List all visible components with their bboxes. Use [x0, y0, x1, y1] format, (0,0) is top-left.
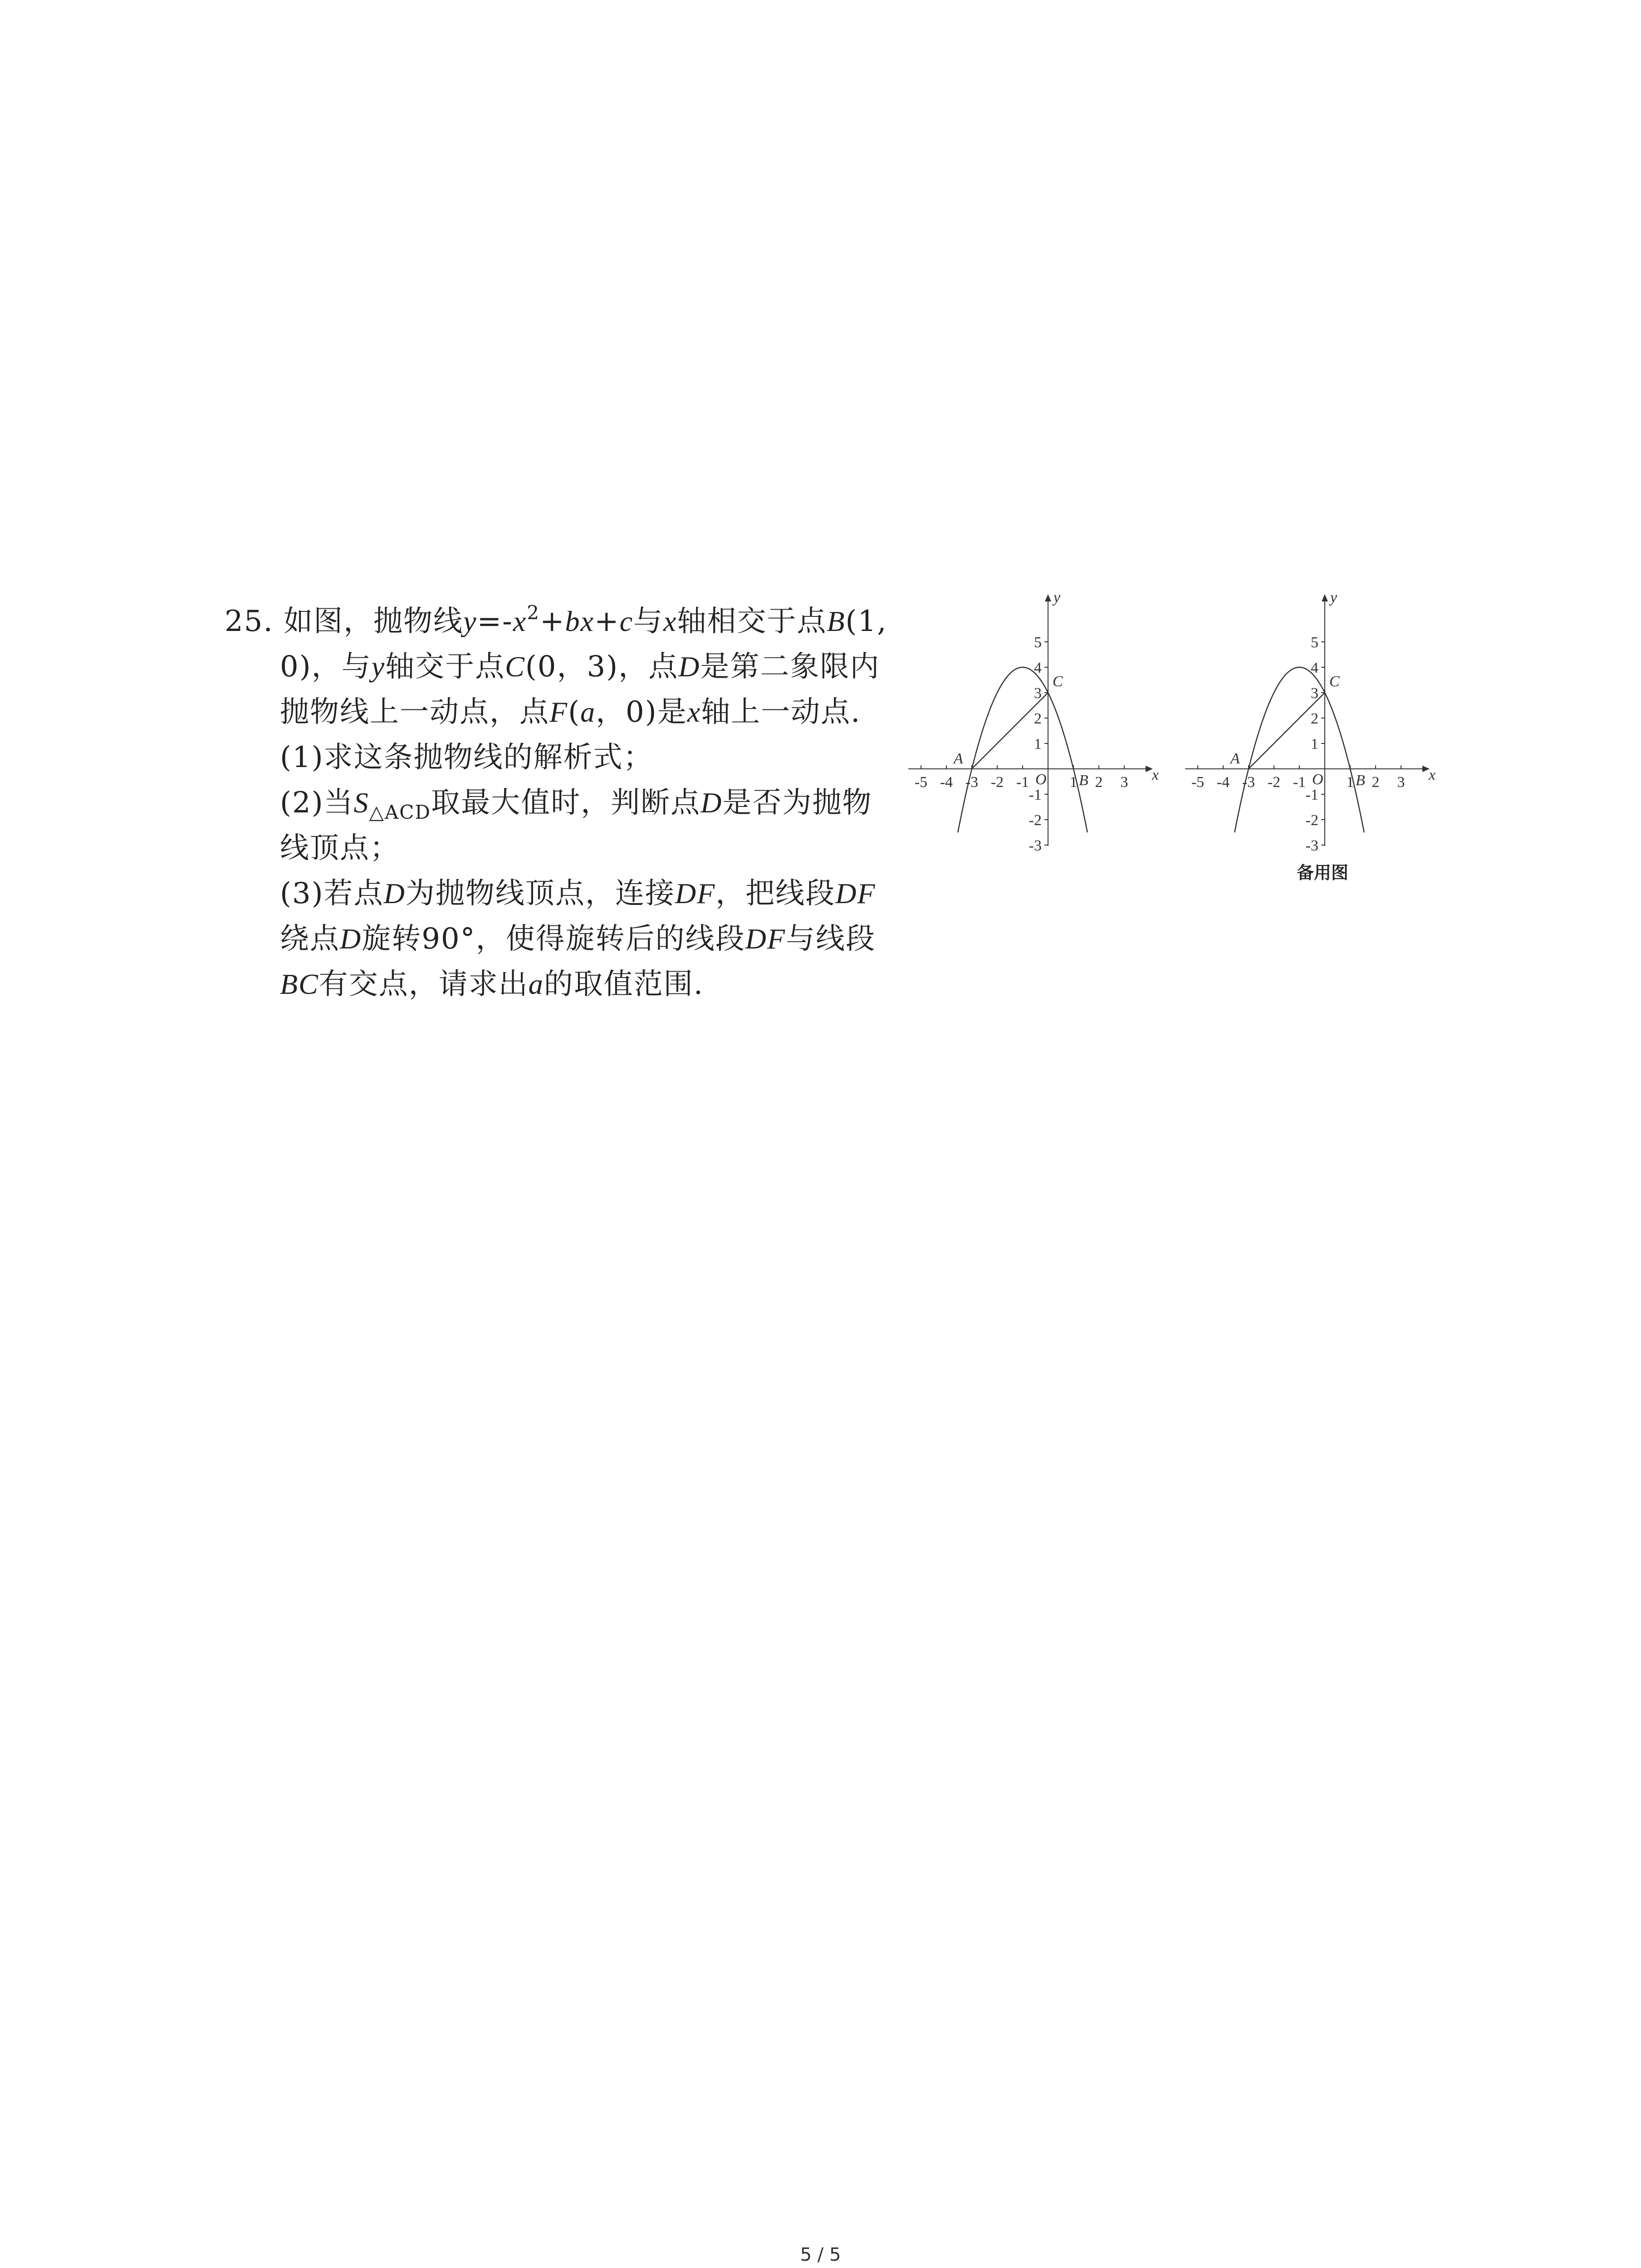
- x-tick-label: 1: [1069, 774, 1078, 791]
- x-tick-label: -1: [1293, 774, 1306, 791]
- problem-text: 轴相交于点: [677, 605, 827, 638]
- y-axis-arrow: [1322, 594, 1328, 601]
- coordinate-plane: [903, 590, 1157, 853]
- problem-text: 有交点，请求出: [318, 968, 529, 1001]
- y-tick-label: 3: [1311, 685, 1318, 702]
- x-axis-label: x: [1429, 767, 1436, 783]
- problem-text: 轴上一动点.: [701, 695, 861, 729]
- segment-ac: [972, 693, 1048, 769]
- math-var: y: [371, 650, 386, 683]
- x-tick-label: -3: [1242, 774, 1255, 791]
- math-var: DF: [745, 923, 786, 955]
- problem-text: 为抛物线顶点，连接: [405, 877, 675, 910]
- y-tick-label: 5: [1311, 634, 1318, 651]
- y-tick-label: -2: [1029, 812, 1042, 829]
- math-var: x: [580, 605, 594, 637]
- point-c-label: C: [1053, 673, 1063, 690]
- question-3: [225, 871, 896, 916]
- x-tick-label: 2: [1095, 774, 1103, 791]
- question-1: (1)求这条抛物线的解析式；: [280, 741, 653, 774]
- y-tick-label: 1: [1311, 736, 1318, 753]
- point-c-label: C: [1329, 673, 1340, 690]
- math-op: =-: [477, 605, 513, 638]
- figure-caption: 备用图: [1297, 863, 1349, 883]
- y-tick-label: 3: [1034, 685, 1042, 702]
- parabola-figure: [903, 590, 1157, 853]
- math-var: DF: [675, 877, 716, 909]
- parabola-curve: [958, 667, 1087, 832]
- problem-line-2: [225, 644, 896, 689]
- problem-text: 是第二象限内: [700, 650, 880, 684]
- y-axis-arrow: [1045, 594, 1051, 601]
- x-tick-label: -1: [1016, 774, 1029, 791]
- x-tick-label: 1: [1346, 774, 1354, 791]
- math-var: D: [678, 650, 700, 683]
- math-var: b: [565, 605, 581, 637]
- question-3-cont-2: [225, 962, 896, 1007]
- x-tick-label: -3: [965, 774, 979, 791]
- math-var: D: [340, 923, 362, 955]
- y-tick-label: 4: [1311, 660, 1318, 676]
- problem-text: (2)当: [280, 786, 354, 820]
- x-tick-label: 3: [1120, 774, 1128, 791]
- origin-label: O: [1035, 771, 1047, 788]
- problem-text: ，0)是: [596, 695, 687, 729]
- problem-text: (3)若点: [280, 877, 384, 910]
- x-axis-label: x: [1152, 767, 1159, 783]
- point-b-label: B: [1356, 772, 1365, 789]
- math-var: a: [528, 968, 544, 1000]
- y-axis-label: y: [1053, 589, 1061, 606]
- math-op: +: [594, 605, 620, 638]
- problem-text: (0，3)，点: [525, 650, 679, 684]
- math-var: DF: [835, 877, 876, 909]
- y-tick-label: -3: [1305, 837, 1318, 854]
- parabola-figure-backup: [1180, 590, 1434, 853]
- question-3-cont-1: [225, 916, 896, 962]
- question-2-cont: 线顶点；: [280, 831, 400, 865]
- problem-text: (: [568, 695, 581, 729]
- math-var: x: [663, 605, 677, 637]
- math-var: D: [383, 877, 406, 909]
- origin-label: O: [1312, 771, 1323, 788]
- problem-text: 与: [633, 605, 663, 638]
- x-tick-label: -5: [1191, 774, 1205, 791]
- point-a-label: A: [954, 750, 963, 767]
- x-tick-label: -2: [990, 774, 1004, 791]
- math-op: +: [539, 605, 565, 638]
- y-tick-label: 4: [1034, 660, 1042, 676]
- y-tick-label: 1: [1034, 736, 1042, 753]
- y-tick-label: 5: [1034, 634, 1042, 651]
- math-var: D: [700, 787, 723, 819]
- y-tick-label: 2: [1034, 710, 1042, 727]
- math-var: BC: [280, 968, 319, 1000]
- problem-25: [225, 599, 896, 1007]
- x-tick-label: -2: [1267, 774, 1281, 791]
- parabola-curve: [1234, 667, 1364, 832]
- x-tick-label: 2: [1372, 774, 1380, 791]
- math-var: y: [463, 605, 477, 637]
- problem-text: 取最大值时，判断点: [431, 786, 701, 820]
- y-tick-label: 2: [1311, 710, 1318, 727]
- math-var: x: [687, 696, 701, 728]
- segment-ac: [1249, 693, 1325, 769]
- point-b-label: B: [1079, 772, 1088, 789]
- y-tick-label: -1: [1305, 787, 1318, 803]
- problem-text: 是否为抛物: [722, 786, 872, 820]
- problem-text: (1,: [845, 605, 887, 638]
- problem-line-3: [225, 689, 896, 735]
- x-tick-label: -5: [914, 774, 928, 791]
- math-var: c: [619, 605, 633, 637]
- x-tick-label: -4: [1216, 774, 1230, 791]
- math-var: C: [505, 650, 525, 683]
- problem-text: 轴交于点: [385, 650, 505, 684]
- point-a-label: A: [1230, 750, 1240, 767]
- problem-text: ，把线段: [715, 877, 836, 910]
- problem-line-1: [225, 599, 896, 644]
- y-tick-label: -2: [1305, 812, 1318, 829]
- problem-text: 旋转90°，使得旋转后的线段: [362, 922, 745, 956]
- y-tick-label: -3: [1029, 837, 1042, 854]
- x-tick-label: -4: [940, 774, 953, 791]
- question-2: [225, 780, 896, 826]
- problem-text: 与线段: [785, 922, 876, 956]
- math-subscript: △ACD: [369, 801, 431, 823]
- problem-text: 0)，与: [280, 650, 372, 684]
- problem-text: 如图，抛物线: [284, 605, 464, 638]
- math-var: F: [549, 696, 568, 728]
- math-var: B: [827, 605, 846, 637]
- y-axis-label: y: [1330, 589, 1337, 606]
- math-var: a: [580, 696, 596, 728]
- problem-text: 绕点: [280, 922, 340, 956]
- coordinate-plane: [1180, 590, 1434, 853]
- y-tick-label: -1: [1029, 787, 1042, 803]
- problem-text: 的取值范围.: [544, 968, 704, 1001]
- math-var: S: [353, 787, 369, 819]
- math-exponent: 2: [527, 601, 540, 624]
- problem-text: 抛物线上一动点，点: [280, 695, 549, 729]
- math-var: x: [513, 605, 527, 637]
- page-number: 5 / 5: [800, 2244, 841, 2265]
- x-tick-label: 3: [1397, 774, 1405, 791]
- problem-number: 25.: [225, 605, 274, 638]
